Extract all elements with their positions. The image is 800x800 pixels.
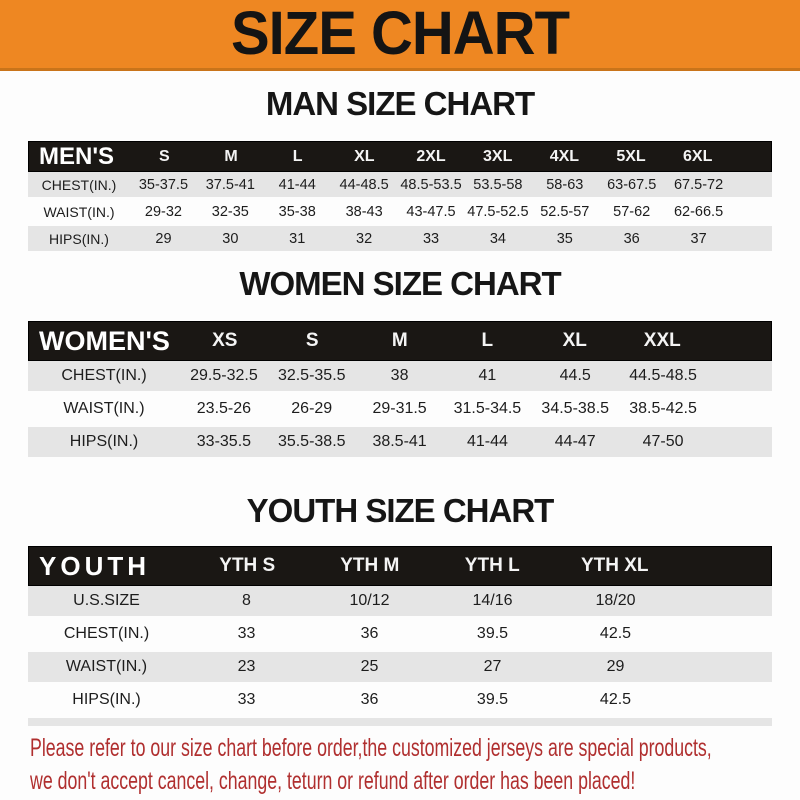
row-value: 41-44 [278, 176, 316, 193]
row-value: 42.5 [599, 625, 632, 642]
row-value: 34 [489, 230, 506, 247]
row-value: 39.5 [476, 625, 509, 642]
row-value: 29.5-32.5 [190, 367, 258, 384]
row-value: 39.5 [476, 691, 509, 708]
column-header: 6XL [683, 147, 713, 165]
row-value: 30 [222, 230, 239, 247]
table-header-row [28, 321, 772, 361]
column-header: S [305, 330, 319, 351]
row-value: 36 [360, 691, 379, 708]
row-value: 41-44 [466, 433, 508, 450]
row-value: 29 [155, 230, 172, 247]
column-header: XL [562, 330, 587, 351]
row-label: HIPS(IN.) [49, 230, 109, 247]
row-value: 35.5-38.5 [277, 433, 346, 450]
column-header: YTH S [219, 555, 276, 576]
row-label: CHEST(IN.) [63, 625, 150, 642]
disclaimer-text [30, 732, 776, 798]
column-header: XS [212, 330, 238, 351]
row-value: 42.5 [599, 691, 632, 708]
row-value: 52.5-57 [540, 203, 590, 220]
row-value: 67.5-72 [673, 176, 724, 193]
table-row [28, 586, 772, 619]
table-row [28, 226, 772, 253]
table-row [28, 619, 772, 652]
column-header: YTH L [464, 555, 520, 576]
column-header: 5XL [616, 147, 646, 165]
row-value: 53.5-58 [473, 176, 523, 193]
row-value: 33 [422, 230, 440, 247]
table-row [28, 652, 772, 685]
disclaimer-line-2: we don't accept cancel, change, teturn or refund after order has been placed! [30, 767, 636, 795]
row-value: 35-37.5 [138, 176, 189, 193]
row-label: WAIST(IN.) [43, 203, 115, 220]
row-value: 44.5-48.5 [629, 367, 697, 384]
table-title: WOMEN'S [39, 325, 170, 356]
row-value: 62-66.5 [673, 203, 724, 220]
row-value: 37 [690, 230, 707, 247]
column-header: L [481, 330, 494, 351]
table-row [28, 199, 772, 226]
table-row [28, 361, 772, 394]
column-header: YTH M [340, 555, 400, 576]
row-value: 27 [483, 658, 502, 675]
row-value: 33 [237, 691, 256, 708]
size-chart-banner [0, 0, 800, 71]
row-value: 47.5-52.5 [467, 203, 529, 220]
column-header: XL [354, 147, 375, 165]
disclaimer-line-1: Please refer to our size chart before order,the customized jerseys are special products, [30, 734, 712, 762]
men-section-heading: MAN SIZE CHART [265, 85, 535, 122]
men-size-table [28, 141, 772, 253]
row-value: 29-32 [144, 203, 182, 220]
table-header-row [28, 141, 772, 172]
row-label: HIPS(IN.) [69, 433, 139, 450]
column-header: M [391, 330, 408, 351]
row-value: 57-62 [613, 203, 651, 220]
row-value: 38 [390, 367, 409, 384]
column-header: 4XL [549, 147, 580, 165]
row-value: 58-63 [546, 176, 584, 193]
row-value: 35 [556, 230, 573, 247]
row-value: 33-35.5 [196, 433, 252, 450]
column-header: 3XL [483, 147, 513, 165]
row-value: 38.5-42.5 [629, 400, 697, 417]
row-value: 26-29 [291, 400, 333, 417]
column-header: 2XL [416, 147, 446, 165]
row-label: HIPS(IN.) [72, 691, 141, 708]
table-title: YOUTH [39, 550, 150, 581]
row-value: 35-38 [278, 203, 316, 220]
table-title: MEN'S [39, 142, 115, 170]
row-value: 38-43 [345, 203, 383, 220]
row-value: 33 [237, 625, 256, 642]
column-header: YTH XL [580, 555, 649, 576]
column-header: L [292, 147, 303, 165]
row-value: 37.5-41 [205, 176, 255, 193]
row-value: 32-35 [211, 203, 249, 220]
table-row [28, 394, 772, 427]
row-value: 44.5 [559, 367, 591, 384]
row-value: 44-47 [554, 433, 596, 450]
row-value: 36 [623, 230, 640, 247]
table-row [28, 685, 772, 718]
table-row [28, 427, 772, 460]
row-value: 8 [242, 592, 251, 609]
table-row [28, 172, 772, 199]
row-value: 10/12 [349, 592, 390, 609]
banner-title: SIZE CHART [231, 0, 569, 68]
column-header: XXL [643, 330, 681, 351]
row-value: 25 [360, 658, 379, 675]
youth-size-table [28, 546, 772, 726]
row-value: 14/16 [472, 592, 513, 609]
row-value: 48.5-53.5 [400, 176, 462, 193]
row-value: 43-47.5 [406, 203, 456, 220]
row-value: 47-50 [642, 433, 684, 450]
row-label: CHEST(IN.) [41, 176, 117, 193]
row-value: 32 [356, 230, 373, 247]
column-header: S [159, 147, 170, 165]
row-value: 31 [289, 230, 306, 247]
row-value: 32.5-35.5 [277, 367, 346, 384]
column-header: M [224, 147, 238, 165]
row-value: 38.5-41 [372, 433, 427, 450]
row-value: 36 [360, 625, 379, 642]
row-label: U.S.SIZE [73, 592, 140, 609]
row-label: CHEST(IN.) [61, 367, 147, 384]
row-value: 31.5-34.5 [453, 400, 522, 417]
row-value: 44-48.5 [339, 176, 389, 193]
women-size-table [28, 321, 772, 460]
table-header-row [28, 546, 772, 586]
row-value: 29 [606, 658, 625, 675]
row-label: WAIST(IN.) [63, 400, 145, 417]
row-value: 23.5-26 [196, 400, 252, 417]
row-value: 34.5-38.5 [541, 400, 610, 417]
youth-section-heading: YOUTH SIZE CHART [246, 492, 554, 529]
row-value: 41 [478, 367, 497, 384]
row-label: WAIST(IN.) [65, 658, 148, 675]
row-value: 23 [237, 658, 256, 675]
row-value: 18/20 [595, 592, 636, 609]
women-section-heading: WOMEN SIZE CHART [239, 265, 561, 302]
row-value: 63-67.5 [607, 176, 657, 193]
row-value: 29-31.5 [372, 400, 427, 417]
